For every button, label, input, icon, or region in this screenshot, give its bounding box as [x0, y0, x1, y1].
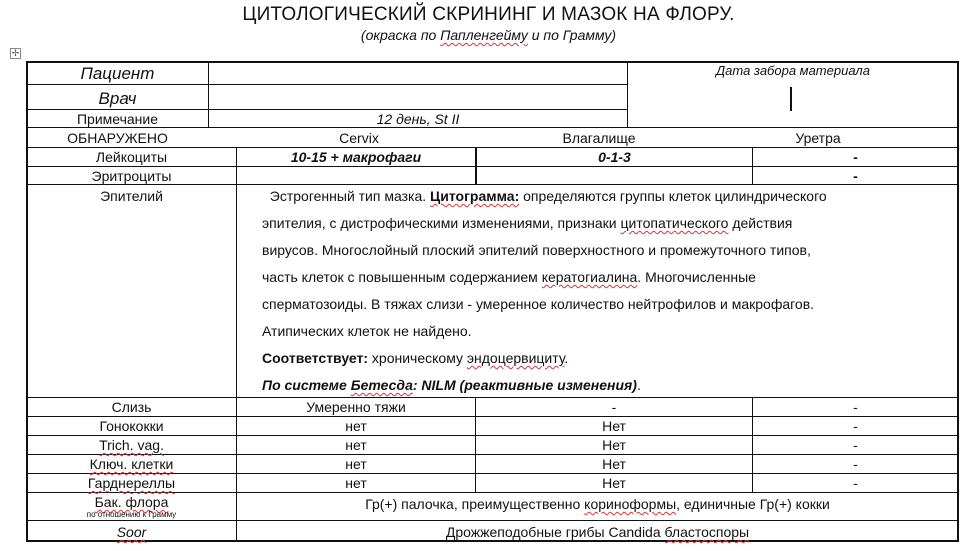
row-label-bac-flora: Бак. флора — [94, 494, 169, 510]
epithelium-description: Эстрогенный тип мазка. Цитограмма: определяются группы клеток цилиндрического эпителия, с дистрофическими изменениями, признаки цитопатического действия вирусов. Многослойный плоский эпителий поверхностного и промежуточного типов, часть клеток с повышенным содержанием кератогиалина. Многочисленные сперматозоиды. В тяжах слизи - умеренное количество нейтрофилов и макрофагов. Атипических клеток не найдено. Соответствует: хроническому эндоцервициту. По системе Бетесда: NILM (реактивные изменения). — [262, 188, 827, 393]
trich-urethra: - — [853, 437, 858, 453]
gardnerella-urethra: - — [853, 475, 858, 491]
mucus-cervix: Умеренно тяжи — [306, 399, 406, 415]
divider — [27, 184, 958, 185]
divider — [27, 454, 958, 455]
mucus-urethra: - — [853, 399, 858, 415]
gardnerella-cervix: нет — [345, 475, 367, 491]
note-value: 12 день, St II — [376, 111, 460, 127]
gardnerella-vagina: Нет — [602, 475, 626, 491]
text-cursor — [790, 87, 792, 111]
note-label: Примечание — [76, 111, 159, 127]
header-urethra: Уретра — [795, 130, 841, 146]
sample-date-label: Дата забора материала — [716, 63, 870, 78]
divider — [27, 492, 958, 493]
trich-vagina: Нет — [602, 437, 626, 453]
divider — [27, 520, 958, 521]
key-cells-urethra: - — [853, 456, 858, 472]
divider — [27, 416, 958, 417]
row-label-soor: Soor — [116, 524, 147, 540]
row-label-epithelium: Эпителий — [100, 188, 163, 204]
row-label-mucus: Слизь — [111, 399, 152, 415]
key-cells-vagina: Нет — [602, 456, 626, 472]
erythrocytes-urethra: - — [853, 168, 858, 184]
divider — [27, 84, 627, 85]
leukocytes-vagina: 0-1-3 — [598, 149, 631, 165]
move-handle-icon[interactable]: ✢ — [11, 48, 20, 58]
leukocytes-urethra: - — [853, 149, 858, 165]
gonococci-cervix: нет — [345, 418, 367, 434]
header-vagina: Влагалище — [562, 130, 636, 146]
row-label-key-cells: Ключ. клетки — [89, 456, 174, 472]
trich-cervix: нет — [345, 437, 367, 453]
divider — [27, 127, 958, 128]
divider — [27, 166, 958, 167]
row-label-gardnerella: Гарднереллы — [87, 475, 176, 491]
gonococci-urethra: - — [853, 418, 858, 434]
doctor-label: Врач — [98, 89, 137, 108]
document-title: ЦИТОЛОГИЧЕСКИЙ СКРИНИНГ И МАЗОК НА ФЛОРУ. — [242, 4, 735, 25]
key-cells-cervix: нет — [345, 456, 367, 472]
bac-flora-value: Гр(+) палочка, преимущественно кориноформы, единичные Гр(+) кокки — [365, 496, 830, 512]
row-label-trich: Trich. vag. — [99, 437, 164, 453]
row-label-gonococci: Гонококки — [99, 418, 164, 434]
leukocytes-cervix: 10-15 + макрофаги — [290, 149, 422, 165]
header-detected: ОБНАРУЖЕНО — [67, 130, 168, 146]
bac-flora-sublabel: по отношению к Грамму — [86, 510, 177, 519]
divider — [27, 435, 958, 436]
divider — [27, 109, 627, 110]
header-cervix: Cervix — [339, 130, 379, 146]
divider — [27, 147, 958, 148]
soor-value: Дрожжеподобные грибы Candida бластоспоры — [445, 524, 750, 540]
mucus-vagina: - — [611, 399, 617, 415]
document-subtitle: (окраска по Папленгейму и по Грамму) — [360, 27, 617, 43]
divider — [27, 473, 958, 474]
gonococci-vagina: Нет — [602, 418, 626, 434]
row-label-leukocytes: Лейкоциты — [95, 149, 168, 165]
patient-label: Пациент — [80, 64, 155, 83]
row-label-erythrocytes: Эритроциты — [91, 168, 172, 184]
